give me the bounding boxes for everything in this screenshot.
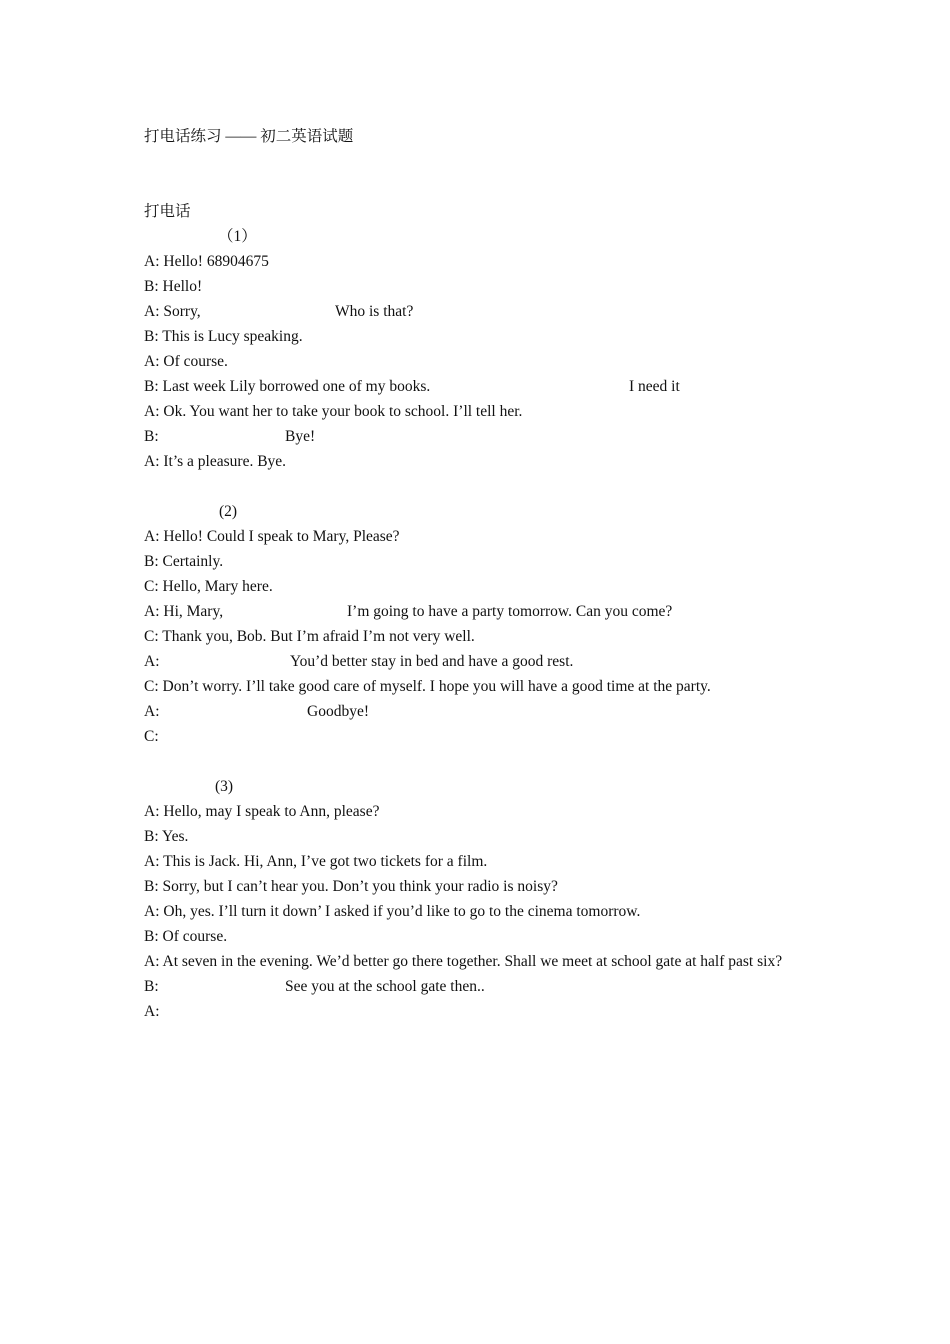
spacer [144,149,824,199]
dialogue-text: A: [144,1003,160,1020]
dialogue-line [144,824,824,849]
dialogue-line [144,549,824,574]
dialogue-line [144,724,824,749]
part-number [144,499,824,524]
dialogue-text: A: Of course. [144,353,228,370]
dialogue-text: C: Hello, Mary here. [144,578,273,595]
dialogue-line [144,349,824,374]
dialogue-line [144,949,824,974]
dialogue-text: B: [144,428,159,445]
dialogue-line [144,449,824,474]
part-number-label: (3) [215,778,234,795]
document-page [144,124,824,1024]
dialogue-text: C: [144,728,159,745]
dialogue-text: B: This is Lucy speaking. [144,328,303,345]
dialogue-line [144,649,824,674]
dialogue-text: A: It’s a pleasure. Bye. [144,453,287,470]
dialogue-text-after-blank: Bye! [285,428,316,445]
document-title: 打电话练习 —— 初二英语试题 [144,128,354,145]
dialogue-line [144,874,824,899]
dialogue-text: B: [144,978,159,995]
dialogue-line [144,274,824,299]
dialogue-text: A: Ok. You want her to take your book to school. I’ll tell her. [144,403,523,420]
dialogue-text-after-blank: You’d better stay in bed and have a good rest. [290,653,574,670]
blank-line [144,474,824,499]
dialogue-text: A: Sorry, [144,303,201,320]
dialogue-line [144,674,824,699]
dialogue-line [144,374,824,399]
dialogue-line [144,249,824,274]
dialogue-text-after-blank: I’m going to have a party tomorrow. Can you come? [347,603,673,620]
dialogue-text-after-blank: Goodbye! [307,703,369,720]
dialogue-text: B: Certainly. [144,553,224,570]
dialogue-text-after-blank: I need it [629,378,680,395]
blank-line [144,749,824,774]
dialogue-text: C: Don’t worry. I’ll take good care of myself. I hope you will have a good time at the party. [144,678,711,695]
dialogue-line [144,574,824,599]
dialogue-line [144,624,824,649]
dialogue-text: B: Yes. [144,828,189,845]
part-number [144,774,824,799]
dialogue-line [144,849,824,874]
dialogue-text: B: Hello! [144,278,203,295]
dialogue-line [144,924,824,949]
dialogue-line [144,899,824,924]
dialogue-line [144,699,824,724]
dialogue-text-after-blank: See you at the school gate then.. [285,978,485,995]
dialogue-line [144,999,824,1024]
section-title: 打电话 [144,203,191,220]
dialogue-text: A: Hello! 68904675 [144,253,269,270]
dialogue-text: A: Hi, Mary, [144,603,224,620]
dialogue-text: A: At seven in the evening. We’d better go there together. Shall we meet at school gate at half past six? [144,953,783,970]
dialogue-text: A: [144,703,160,720]
part-number [144,224,824,249]
dialogue-text: A: Hello! Could I speak to Mary, Please? [144,528,400,545]
dialogue-text-after-blank: Who is that? [335,303,414,320]
dialogue-line [144,299,824,324]
dialogue-text: A: Oh, yes. I’ll turn it down’ I asked if you’d like to go to the cinema tomorrow. [144,903,641,920]
dialogue-text: B: Sorry, but I can’t hear you. Don’t you think your radio is noisy? [144,878,558,895]
dialogue-line [144,599,824,624]
dialogue-line [144,324,824,349]
dialogue-line [144,424,824,449]
dialogue-text: B: Last week Lily borrowed one of my books. [144,378,431,395]
dialogue-line [144,399,824,424]
dialogue-text: C: Thank you, Bob. But I’m afraid I’m not very well. [144,628,475,645]
part-number-label: （1） [218,228,257,245]
dialogue-text: A: [144,653,160,670]
dialogue-text: A: Hello, may I speak to Ann, please? [144,803,380,820]
dialogue-text: B: Of course. [144,928,228,945]
dialogue-line [144,799,824,824]
dialogue-line [144,524,824,549]
dialogue-line [144,974,824,999]
part-number-label: (2) [219,503,238,520]
dialogue-text: A: This is Jack. Hi, Ann, I’ve got two tickets for a film. [144,853,488,870]
